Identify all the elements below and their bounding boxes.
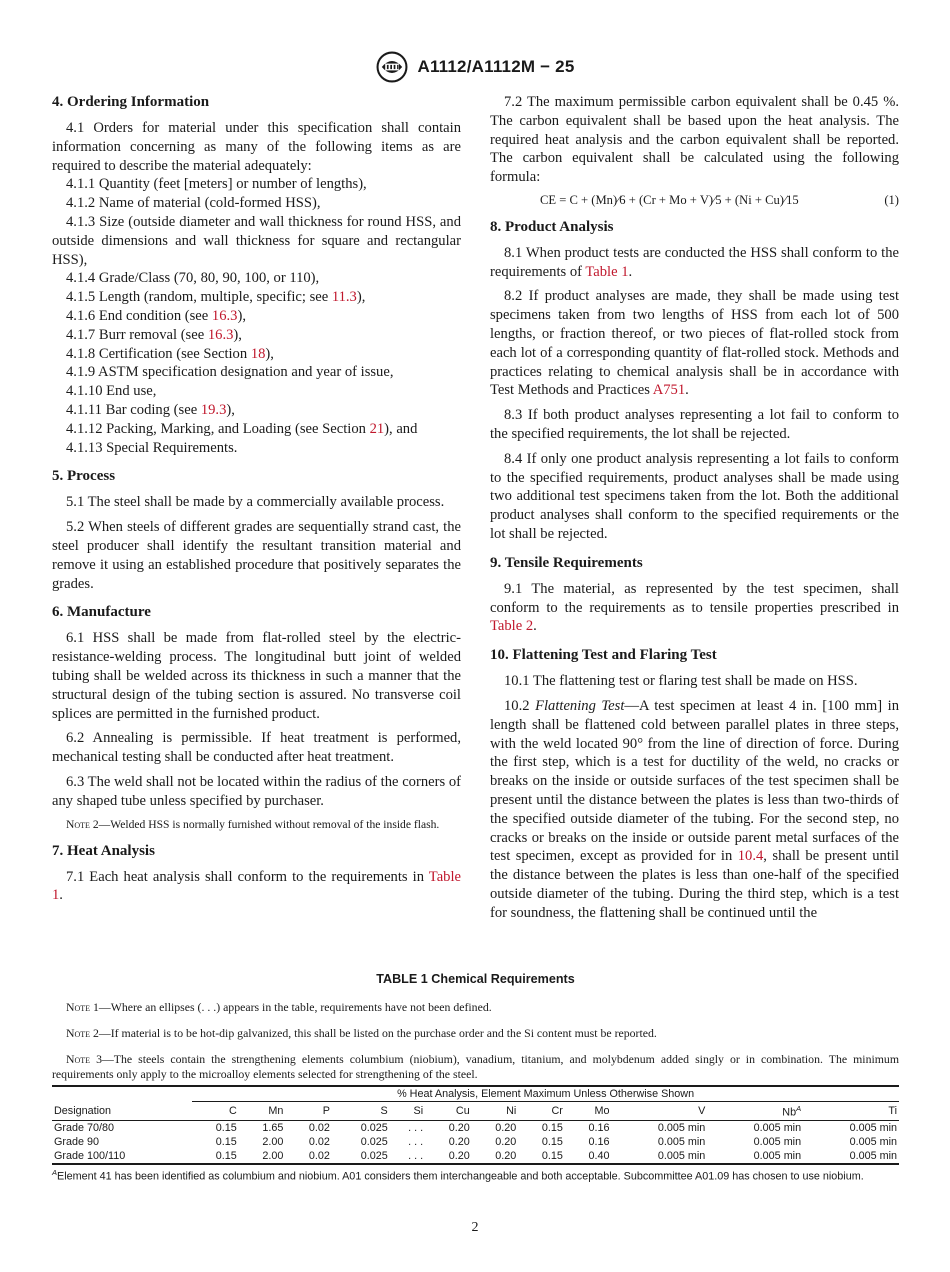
column-header: Cu [455, 1104, 470, 1117]
section-5 [52, 467, 461, 593]
text: 4.1.12 Packing, Marking, and Loading (see Section [66, 420, 370, 437]
table-cell: 0.005 min [753, 1121, 802, 1134]
text: ), [226, 401, 235, 418]
page-header [0, 50, 950, 84]
list-item: 4.1.1 Quantity (feet [meters] or number of lengths), [66, 176, 367, 193]
table-cell: Grade 90 [54, 1135, 100, 1148]
section-4 [52, 93, 461, 457]
table-cell: 0.15 [541, 1135, 563, 1148]
section-link[interactable]: 16.3 [211, 307, 238, 324]
section-link[interactable]: 10.4 [737, 848, 764, 865]
text: . [533, 618, 537, 635]
column-header: Cr [551, 1104, 563, 1117]
table-cell: . . . [408, 1121, 424, 1134]
table-cell: 0.20 [495, 1149, 517, 1162]
text: . [685, 382, 689, 399]
table-cell: 0.02 [308, 1135, 330, 1148]
table-cell: 0.005 min [849, 1135, 897, 1148]
paragraph [490, 244, 899, 282]
table-title: TABLE 1 Chemical Requirements [376, 972, 575, 986]
table-cell: . . . [408, 1135, 424, 1148]
section-link[interactable]: 18 [250, 345, 266, 362]
list-item: 4.1.13 Special Requirements. [66, 439, 238, 456]
table-cell: 0.15 [541, 1149, 563, 1162]
table-cell: 0.15 [215, 1121, 237, 1134]
table-note [52, 1052, 899, 1082]
paragraph: 5.1 The steel shall be made by a commercially available process. [66, 494, 445, 511]
text: 9.1 The material, as represented by the test specimen, shall conform to the requirements as to tensile properties prescribed in [490, 580, 899, 616]
paragraph: 6.2 Annealing is permissible. If heat treatment is performed, mechanical testing shall be conducted after heat treatment. [52, 730, 461, 766]
list-item [52, 307, 461, 326]
list-item [52, 288, 461, 307]
note-label: Note 2 [66, 817, 99, 831]
table-cell: 0.005 min [849, 1149, 897, 1162]
table-cell: 0.005 min [753, 1135, 802, 1148]
table-header-blank [52, 1086, 192, 1102]
table-cell: 2.00 [262, 1149, 284, 1162]
text: . [59, 887, 63, 904]
text: 4.1.5 Length (random, multiple, specific; see [66, 289, 332, 306]
table-cell: 0.20 [448, 1135, 470, 1148]
table-link[interactable]: Table 1 [52, 868, 461, 904]
note-label: Note 2 [66, 1026, 99, 1040]
table-cell: 0.15 [541, 1121, 563, 1134]
table-cell: 0.20 [495, 1135, 517, 1148]
table-row [52, 1149, 899, 1164]
paragraph [52, 868, 461, 906]
list-item [52, 326, 461, 345]
paragraph: 8.4 If only one product analysis representing a lot fails to conform to the specified requirements, product analyses shall be made using two additional test specimens taken from the lot. Both the additional product analyses shall conform to the specified requirements or the lot shall be rejected. [490, 450, 899, 542]
paragraph [490, 697, 899, 923]
table-cell: 2.00 [262, 1135, 284, 1148]
text: ), [356, 289, 366, 306]
section-heading: 5. Process [52, 468, 116, 485]
text-italic: Flattening Test [535, 697, 625, 714]
section-6 [52, 603, 461, 831]
section-heading: 7. Heat Analysis [52, 842, 155, 859]
text: 4.1.11 Bar coding (see [66, 401, 201, 418]
chemical-requirements-table [52, 1085, 899, 1165]
text: 10.2 [504, 697, 536, 714]
header-text: Nb [782, 1106, 797, 1119]
list-item [52, 401, 461, 420]
section-link[interactable]: 11.3 [331, 289, 357, 306]
column-header: Ti [888, 1104, 897, 1117]
column-header: Mo [594, 1104, 610, 1117]
page-number: 2 [471, 1220, 479, 1235]
right-column [490, 93, 899, 932]
note-text: —Welded HSS is normally furnished without removal of the inside flash. [98, 817, 440, 831]
text: ), [237, 307, 246, 324]
table-footnote [52, 1168, 899, 1183]
text: 4.1.6 End condition (see [66, 307, 212, 324]
column-header [707, 1102, 803, 1121]
paragraph: 6.3 The weld shall not be located within the radius of the corners of any shaped tube unless specified by purchaser. [52, 773, 461, 809]
table-cell: 0.20 [448, 1121, 470, 1134]
section-heading: 8. Product Analysis [490, 218, 614, 235]
table-note [52, 1026, 899, 1041]
column-header: Si [413, 1104, 424, 1117]
table-cell: 0.005 min [657, 1149, 706, 1162]
table-row [52, 1135, 899, 1149]
note-text: —If material is to be hot-dip galvanized, this shall be listed on the purchase order and the Si content must be reported. [98, 1026, 657, 1040]
table-link[interactable]: Table 1 [585, 263, 629, 280]
list-item [52, 420, 461, 439]
text: 8.2 If product analyses are made, they shall be made using test specimens taken from two lengths of HSS from each lot of 500 lengths, or fraction thereof, or two pieces of flat-rolled stock from each lot of a corresponding quantity of flat-rolled stock. Methods and practices relating to chemical analysis shall be in accordance with Test Methods and Practices [490, 288, 899, 399]
table-cell: 0.005 min [753, 1149, 802, 1162]
section-10 [490, 646, 899, 922]
table-cell: 0.15 [215, 1149, 237, 1162]
paragraph: 8.3 If both product analyses representing a lot fail to conform to the specified requirements, the lot shall be rejected. [490, 407, 899, 442]
list-item: 4.1.9 ASTM specification designation and year of issue, [66, 364, 394, 381]
text: , shall be present until the distance between the plates is less than one-half of the specified outside diameter of the tubing. During the third step, which is a test for soundness, the flattening shall be continued until the [490, 848, 900, 921]
section-9 [490, 554, 899, 636]
section-heading: 4. Ordering Information [52, 94, 210, 110]
formula-text: CE = C + (Mn)⁄6 + (Cr + Mo + V)⁄5 + (Ni + Cu)⁄15 [540, 192, 799, 207]
column-header: Mn [268, 1104, 284, 1117]
list-item: 4.1.3 Size (outside diameter and wall thickness for round HSS, and outside dimensions and wall thickness for square and rectangular HSS), [52, 213, 461, 268]
paragraph: 7.2 The maximum permissible carbon equivalent shall be 0.45 %. The carbon equivalent shall be based upon the heat analysis. The required heat analysis and the carbon equivalent shall be reported. The carbon equivalent shall be calculated using the following formula: [490, 94, 899, 186]
text: ), [233, 326, 242, 343]
table-cell: Grade 70/80 [54, 1121, 115, 1134]
document-designation: A1112/A1112M − 25 [417, 57, 575, 76]
paragraph: 4.1 Orders for material under this specification shall contain information concerning as many of the following items as are required to describe the material adequately: [52, 120, 461, 174]
table-cell: 0.025 [360, 1149, 388, 1162]
left-column [52, 93, 461, 915]
list-item: 4.1.4 Grade/Class (70, 80, 90, 100, or 110), [66, 270, 320, 287]
section-heading: 6. Manufacture [52, 604, 151, 621]
table-cell: 0.16 [588, 1121, 610, 1134]
paragraph: 10.1 The flattening test or flaring test shall be made on HSS. [504, 673, 858, 690]
standard-link[interactable]: A751 [652, 382, 686, 399]
list-item: 4.1.10 End use, [66, 383, 157, 400]
section-link[interactable]: 16.3 [207, 326, 234, 343]
table-cell: 0.005 min [657, 1121, 706, 1134]
footnote-marker: A [796, 1104, 802, 1113]
formula-number: (1) [884, 192, 899, 207]
note-label: Note 1 [66, 1000, 99, 1014]
table-cell: Grade 100/110 [54, 1149, 126, 1162]
text: —A test specimen at least 4 in. [100 mm] in length shall be flattened cold between parallel plates in three steps, with the weld located 90° from the line of direction of force. During the first step, which is a test for ductility of the weld, no cracks or breaks on the inside or outside surfaces of the test specimen shall be present until the distance between the plates is less than two-thirds of the specified outside diameter of the tubing. For the second step, no cracks or breaks on the inside or outside parent metal surfaces of the test specimen, except as provided for in [490, 697, 900, 865]
table-cell: 0.16 [588, 1135, 610, 1148]
carbon-equivalent-formula [490, 187, 899, 218]
section-heading: 10. Flattening Test and Flaring Test [490, 647, 717, 664]
table-span-header: % Heat Analysis, Element Maximum Unless Otherwise Shown [192, 1086, 899, 1102]
paragraph: 5.2 When steels of different grades are sequentially strand cast, the steel producer shall identify the resultant transition material and remove it using an established procedure that positively separates the grades. [52, 519, 461, 592]
note-text: —Where an ellipses (. . .) appears in the table, requirements have not been defined. [98, 1000, 492, 1014]
column-header: P [322, 1104, 330, 1117]
column-header: Ni [506, 1104, 517, 1117]
list-item [52, 345, 461, 364]
column-header: S [380, 1104, 388, 1117]
section-8 [490, 218, 899, 544]
table-cell: 1.65 [262, 1121, 284, 1134]
section-link[interactable]: 19.3 [200, 401, 227, 418]
paragraph [490, 580, 899, 636]
text: 4.1.8 Certification (see Section [66, 345, 251, 362]
note-text: —The steels contain the strengthening elements columbium (niobium), vanadium, titanium, and molybdenum added singly or in combination. The minimum requirements only apply to the microalloy elements selected for strengthening of the steel. [52, 1052, 899, 1081]
table-cell: 0.02 [308, 1121, 330, 1134]
note [52, 817, 461, 832]
footnote-marker: A [52, 1167, 58, 1177]
footnote-text: Element 41 has been identified as columbium and niobium. A01 considers them interchangeable and both acceptable. Subcommittee A01.09 has chosen to use niobium. [57, 1170, 864, 1183]
section-7 [52, 842, 461, 906]
note-label: Note 3 [66, 1052, 102, 1066]
table-cell: 0.025 [360, 1121, 388, 1134]
text: ), [265, 345, 274, 362]
table-cell: 0.20 [448, 1149, 470, 1162]
table-cell: 0.025 [360, 1135, 388, 1148]
table-note [52, 1000, 899, 1015]
table-cell: 0.005 min [657, 1135, 706, 1148]
table-cell: 0.02 [308, 1149, 330, 1162]
table-cell: 0.20 [495, 1121, 517, 1134]
paragraph: 6.1 HSS shall be made from flat-rolled steel by the electric-resistance-welding process. The longitudinal butt joint of welded tubing shall be welded across its thickness in such a manner that the structural design of the tubing section is assured. No transverse coil splices are permitted in the furnished product. [52, 630, 461, 722]
table-cell: 0.15 [215, 1135, 237, 1148]
table-cell: 0.005 min [849, 1121, 897, 1134]
table-1-area [52, 972, 899, 1182]
list-item: 4.1.2 Name of material (cold-formed HSS), [66, 195, 321, 212]
text: . [628, 263, 633, 280]
table-link[interactable]: Table 2 [490, 618, 534, 635]
text: 7.1 Each heat analysis shall conform to the requirements in [66, 868, 429, 885]
text: ), and [384, 420, 418, 437]
table-cell: . . . [408, 1149, 424, 1162]
section-link[interactable]: 21 [369, 420, 385, 437]
section-heading: 9. Tensile Requirements [490, 554, 643, 571]
table-cell: 0.40 [588, 1149, 610, 1162]
astm-logo-icon [375, 50, 409, 84]
text: 8.1 When product tests are conducted the HSS shall conform to the requirements of [490, 244, 899, 280]
column-header: V [698, 1104, 706, 1117]
column-header: C [228, 1104, 237, 1117]
paragraph [490, 287, 899, 400]
column-header: Designation [54, 1104, 112, 1117]
table-row [52, 1120, 899, 1135]
text: 4.1.7 Burr removal (see [66, 326, 208, 343]
